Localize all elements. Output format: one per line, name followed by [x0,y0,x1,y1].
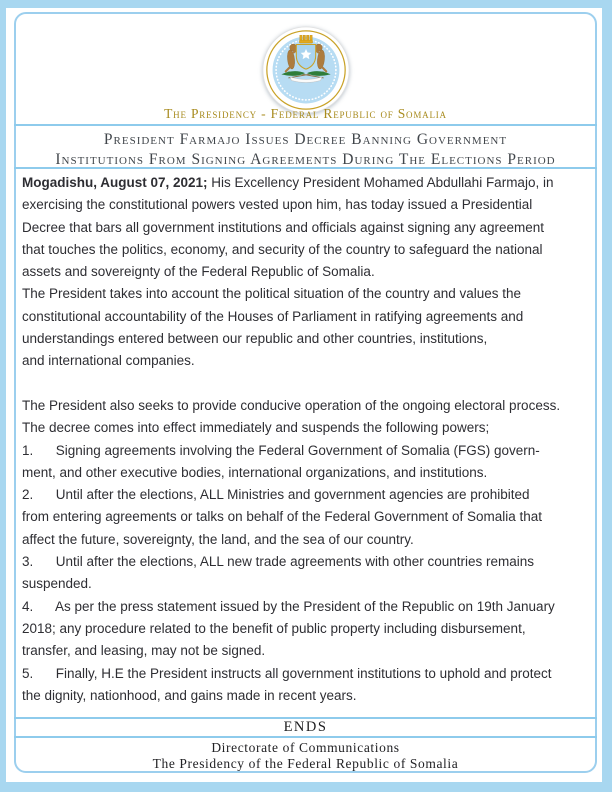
presidential-seal-icon [262,26,350,114]
body-text-line: The President also seeks to provide conducive operation of the ongoing electoral process. [22,397,561,413]
body-dateline [22,172,590,194]
body-text-line: exercising the constitutional powers vested upon him, has today issued a Presidential [22,197,533,213]
body-text-line: 2018; any procedure related to the benefit of public property including disbursement, [22,620,526,636]
body-text-line: and international companies. [22,353,195,369]
body-text-line: The President takes into account the political situation of the country and values the [22,286,522,302]
body-text-line: The decree comes into effect immediately and suspends the following powers; [22,420,490,436]
body-text-line: understandings entered between our republic and other countries, institutions, [22,331,488,347]
body-lines [22,194,590,707]
body-text-line: that touches the politics, economy, and security of the country to safeguard the national [22,241,543,257]
document-title-line1: President Farmajo Issues Decree Banning Government [103,131,508,148]
document-title [14,130,597,169]
body-text-line: Decree that bars all government institutions and officials against signing any agreement [22,219,545,235]
body-text-line: suspended. [22,576,92,592]
divider-top [14,124,597,126]
body-text-line: 1. Signing agreements involving the Federal Government of Somalia (FGS) govern- [22,442,540,458]
body-text-line: the dignity, nationhood, and gains made in recent years. [22,687,357,703]
body-text-line: assets and sovereignty of the Federal Republic of Somalia. [22,264,375,280]
body-text-line: transfer, and leasing, may not be signed. [22,643,266,659]
org-heading: The Presidency - Federal Republic of Somalia [164,106,447,121]
body-text-line: constitutional accountability of the Houses of Parliament in ratifying agreements and [22,308,524,324]
body-text-line [22,373,590,395]
divider-under-title [14,167,597,169]
footer-organization: The Presidency of the Federal Republic of Somalia [152,756,459,771]
document-title-line2: Institutions From Signing Agreements During The Elections Period [55,150,556,168]
body-text-line: 2. Until after the elections, ALL Ministries and government agencies are prohibited [22,487,530,503]
ends-label: ENDS [283,719,328,735]
footer-department: Directorate of Communications [211,740,400,755]
body-text-line: 3. Until after the elections, ALL new trade agreements with other countries remains [22,554,535,570]
divider-below-ends [14,736,597,738]
dateline-rest: His Excellency President Mohamed Abdullahi Farmajo, in [207,175,554,190]
body-text-line: 4. As per the press statement issued by the President of the Republic on 19th January [22,598,555,614]
dateline-bold: Mogadishu, August 07, 2021; [22,175,208,190]
body-text-line: from entering agreements or talks on behalf of the Federal Government of Somalia that [22,509,543,525]
body-text-line: affect the future, sovereignty, the land, and the sea of our country. [22,531,414,547]
document-body [22,172,590,707]
body-text-line: ment, and other executive bodies, international organizations, and institutions. [22,464,488,480]
body-text-line: 5. Finally, H.E the President instructs all government institutions to uphold and protect [22,665,552,681]
